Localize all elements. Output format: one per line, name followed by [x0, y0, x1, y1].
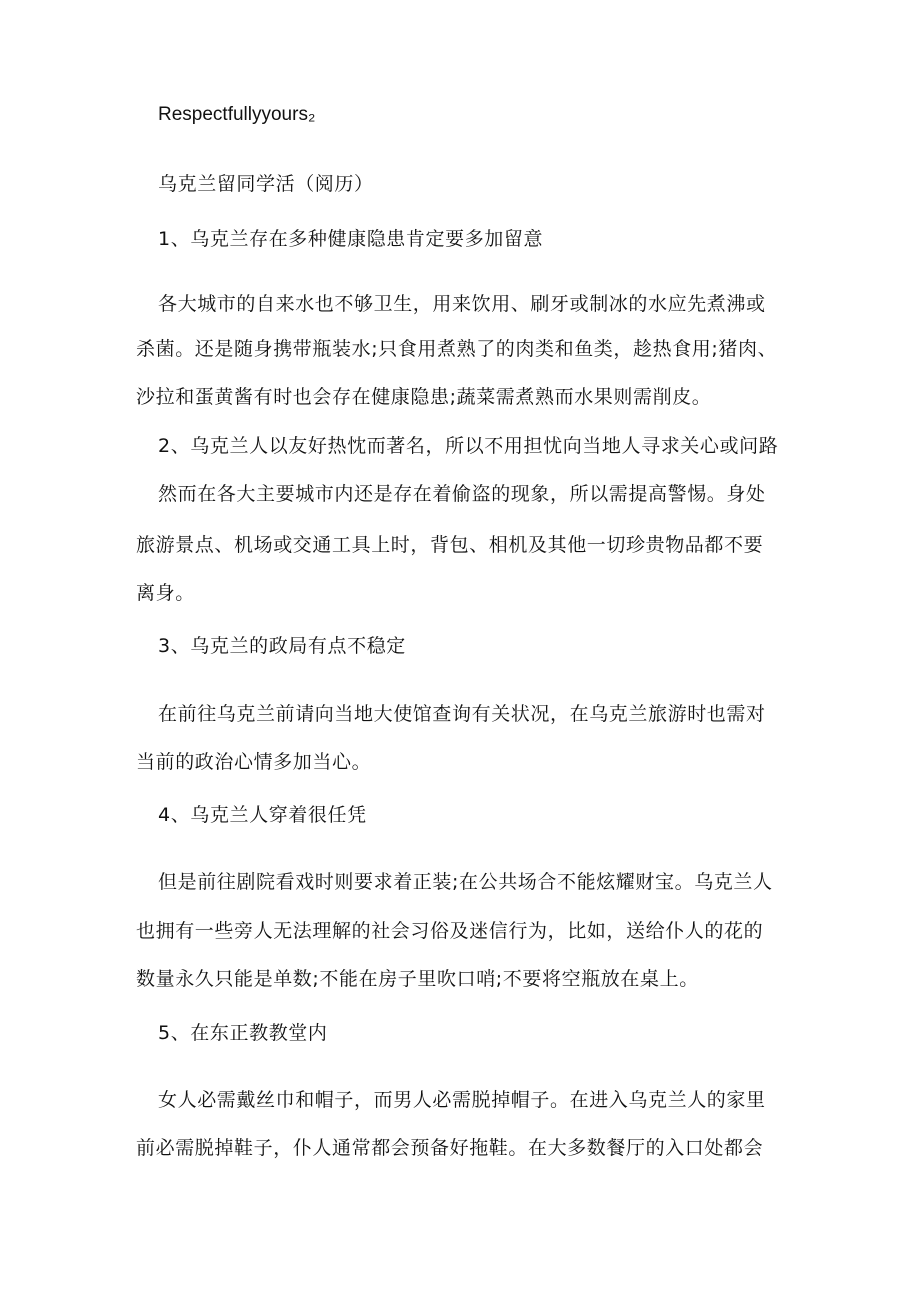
document-title: 乌克兰留同学活（阅历）	[158, 173, 374, 195]
section-heading-1: 1、乌克兰存在多种健康隐患肯定要多加留意	[158, 228, 544, 250]
signoff-text: Respectfullyyours₂	[158, 104, 316, 125]
paragraph-line: 旅游景点、机场或交通工具上时，背包、相机及其他一切珍贵物品都不要	[136, 534, 764, 556]
section-heading-3: 3、乌克兰的政局有点不稳定	[158, 635, 406, 657]
section-heading-2: 2、乌克兰人以友好热忱而著名，所以不用担忧向当地人寻求关心或问路	[158, 435, 779, 457]
paragraph-line: 沙拉和蛋黄酱有时也会存在健康隐患;蔬菜需煮熟而水果则需削皮。	[136, 386, 712, 408]
paragraph-line: 数量永久只能是单数;不能在房子里吹口哨;不要将空瓶放在桌上。	[136, 968, 699, 990]
paragraph-line: 然而在各大主要城市内还是存在着偷盗的现象，所以需提高警惕。身处	[158, 483, 766, 505]
paragraph-line: 也拥有一些旁人无法理解的社会习俗及迷信行为，比如，送给仆人的花的	[136, 920, 764, 942]
section-heading-4: 4、乌克兰人穿着很任凭	[158, 804, 367, 826]
paragraph-line: 各大城市的自来水也不够卫生，用来饮用、刷牙或制冰的水应先煮沸或	[158, 293, 766, 315]
paragraph-line: 前必需脱掉鞋子，仆人通常都会预备好拖鞋。在大多数餐厅的入口处都会	[136, 1137, 764, 1159]
paragraph-line: 杀菌。还是随身携带瓶装水;只食用煮熟了的肉类和鱼类，趁热食用;猪肉、	[136, 338, 778, 360]
paragraph-line: 女人必需戴丝巾和帽子，而男人必需脱掉帽子。在进入乌克兰人的家里	[158, 1089, 766, 1111]
paragraph-line: 但是前往剧院看戏时则要求着正装;在公共场合不能炫耀财宝。乌克兰人	[158, 871, 773, 893]
paragraph-line: 离身。	[136, 582, 195, 604]
section-heading-5: 5、在东正教教堂内	[158, 1022, 328, 1044]
paragraph-line: 当前的政治心情多加当心。	[136, 751, 372, 773]
paragraph-line: 在前往乌克兰前请向当地大使馆查询有关状况，在乌克兰旅游时也需对	[158, 703, 766, 725]
